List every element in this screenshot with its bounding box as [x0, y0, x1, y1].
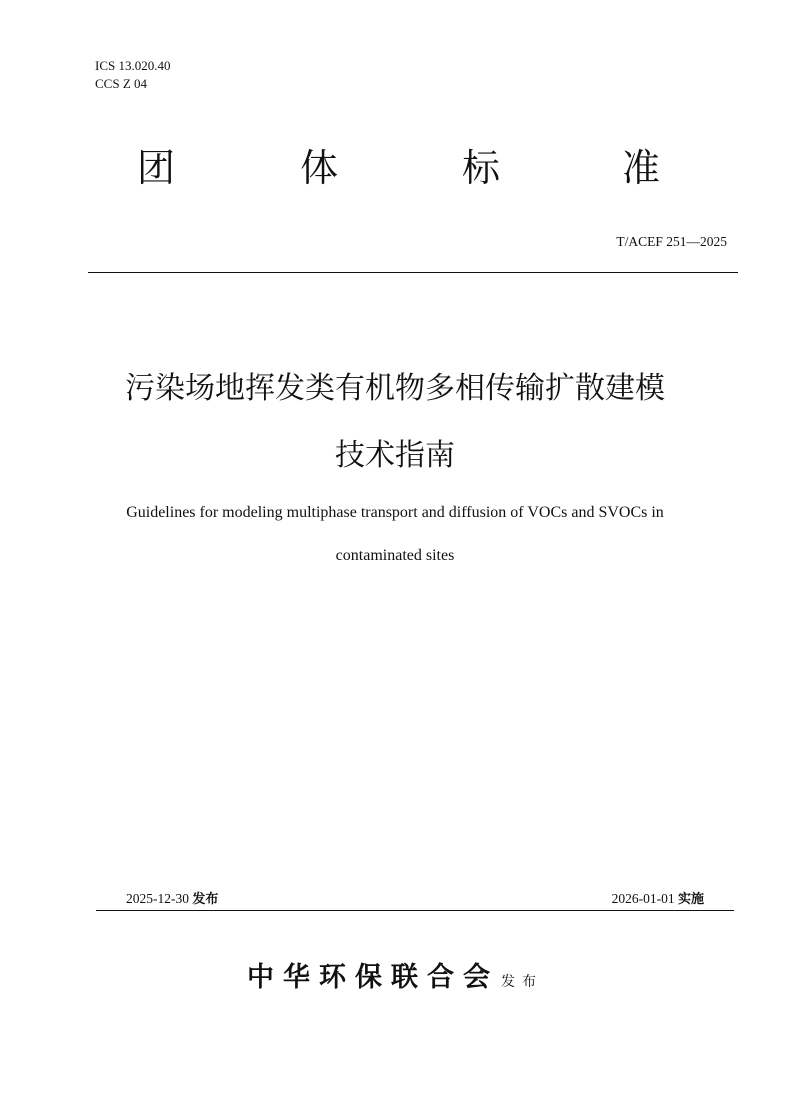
publisher: [0, 955, 790, 994]
footer-divider: [96, 910, 734, 911]
ics-code: ICS 13.020.40: [95, 58, 171, 73]
title-english-line-1: Guidelines for modeling multiphase transport and diffusion of VOCs and SVOCs in: [126, 504, 664, 521]
implementation-date-label: 实施: [677, 892, 704, 907]
issue-date-label: 发布: [192, 892, 219, 907]
issue-date: [126, 888, 218, 907]
implementation-date: [612, 888, 704, 907]
standard-type-heading: [95, 140, 735, 196]
classification-codes: [95, 57, 170, 93]
standard-type-char: 准: [622, 146, 661, 190]
title-english-line-2: contaminated sites: [335, 547, 455, 564]
title-chinese-line-2: 技术指南: [335, 438, 455, 473]
title-chinese-line-1: 污染场地挥发类有机物多相传输扩散建模: [125, 371, 665, 406]
header-divider: [88, 272, 738, 273]
publisher-action: 发布: [501, 974, 543, 990]
implementation-date-value: 2026-01-01: [611, 891, 675, 906]
standard-type-char: 标: [462, 146, 501, 190]
issue-date-value: 2025-12-30: [126, 891, 189, 906]
standard-type-char: 团: [137, 146, 176, 190]
publisher-name: 中华环保联合会: [247, 962, 499, 993]
ccs-code: CCS Z 04: [95, 76, 148, 91]
standard-type-char: 体: [300, 146, 339, 190]
standard-number: T/ACEF 251—2025: [616, 234, 727, 249]
